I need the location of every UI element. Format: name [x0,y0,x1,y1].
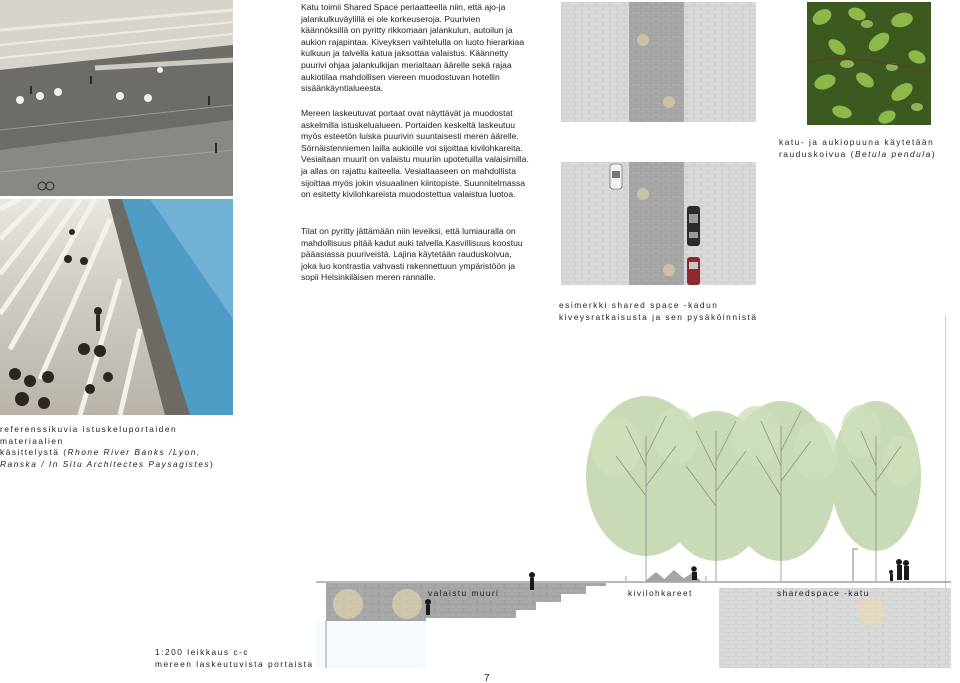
caption-shared-space [559,300,789,323]
section-drawing [316,376,951,668]
paving-plan-parking [561,162,756,285]
description-paragraph-steps: Mereen laskeutuvat portaat ovat näyttävät ja muodostat askelmilla istuskelualueen. Portaiden keskeltä laskeutuu myös esteetön luiska puurivin suuntaisesti meren äärelle. Sörnäistenniemen lailla aukioille voi sijoittaa kivilohkareita. Vesialtaan muurit on valaistu muuriin upotetuilla valaisimilla. ja allas on rajattu kaiteella. Vesialtaaseen on mahdollista sijoittaa myös jokin visuaalinen kiintopiste. Suunnitelmassa on esitetty kivilohkareista muodostettua valaistua luotoa. [301,108,529,200]
caption-section-line2: mereen laskeutuvista portaista [155,658,314,669]
caption-species-latin: Betula pendula [854,148,932,159]
caption-reference-photos [0,424,240,470]
caption-section-c-c [155,647,325,670]
reference-photo-steps [0,199,233,415]
caption-tree-species [779,137,960,160]
caption-species-line1: katu- ja aukiopuuna käytetään [779,137,935,147]
caption-reference-close: ) [210,458,215,469]
description-paragraph-street: Katu toimii Shared Space periaatteella niin, että ajo-ja jalankulkuväylillä ei ole korkeuseroja. Puurivien käännöksillä on pyritty rikkomaan jalankulun, autoilun ja aukion rajapintaa. Kiveyksen vaihtelulla on luoto hierarkiaa kulkuun ja talvella katua jaksottaa valaistus. Käännetty puurivi ohjaa jalankulkijan merialtaan äärelle sekä rajaa aukiotilaa mahdollisen viereen muodostuvan hotellin sisäänkäyntialueesta. [301,2,525,94]
caption-shared-line1: esimerkki shared space -kadun [559,300,719,310]
reference-photo-plaza [0,0,233,196]
caption-reference-line2: käsittelystä ( [0,447,68,457]
label-shared-space-street: sharedspace -katu [777,588,870,598]
label-lit-wall: valaistu muuri [428,588,500,598]
caption-shared-line2: kiveysratkaisusta ja sen pysäköinnistä [559,311,758,322]
caption-species-close: ) [931,148,937,159]
caption-reference-line1: referenssikuvia istuskeluportaiden materiaalien [0,424,178,446]
car-white [610,164,622,189]
paving-plan-top [561,2,756,122]
caption-section-line1: 1:200 leikkaus c-c [155,647,250,657]
page-number: 7 [484,673,490,683]
label-boulders: kivilohkareet [628,588,693,598]
caption-species-line2: rauduskoivua ( [779,148,855,159]
description-paragraph-vegetation: Tilat on pyritty jättämään niin leveiksi, että lumiauralla on mahdollisuus pitää kadut auki talvella.Kasvillisuus koostuu pääasiassa puuriveistä. Lajina käytetään rauduskoivua, joka luo kontrastia vahvasti rakennettuun ympäristöön ja sopii Helsinkiläisen meren rannalle. [301,226,523,283]
birch-leaves-photo [807,2,931,125]
caption-reference-detail: Rhone River Banks /Lyon, Ranska / In Situ Architectes Paysagistes [0,447,211,469]
